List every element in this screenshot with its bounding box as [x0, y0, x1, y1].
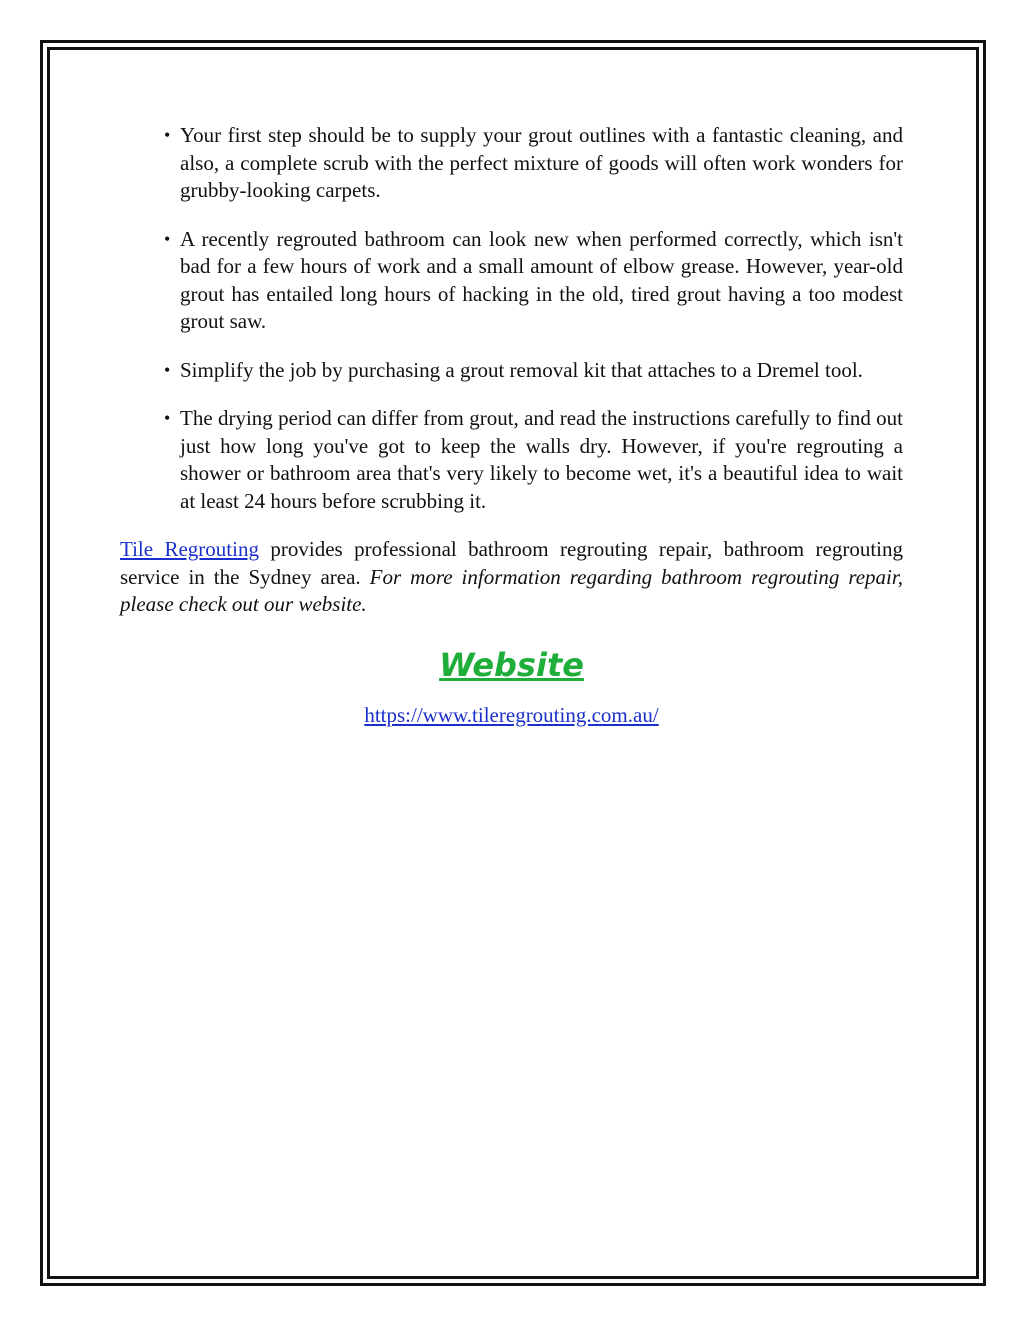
- bullet-icon: •: [164, 408, 171, 428]
- list-item: [120, 405, 903, 515]
- list-item: [120, 357, 903, 385]
- document-body: [120, 122, 903, 729]
- bullet-icon: •: [164, 228, 171, 249]
- list-item-text: The drying period can differ from grout, and read the instructions carefully to find out just how long you've got to keep the walls dry. However, if you're regrouting a shower or bathroom area that's very likely to become wet, it's a beautiful idea to wait at least 24 hours before scrubbing it.: [180, 406, 903, 513]
- bullet-list: [120, 122, 903, 515]
- closing-italic-text: For more information regarding bathroom regrouting repair, please check out our website.: [120, 564, 903, 616]
- list-item: [120, 226, 903, 336]
- closing-text: provides professional bathroom regrouting repair, bathroom regrouting service in the Sydney area.: [120, 537, 903, 589]
- tile-regrouting-link[interactable]: Tile Regrouting: [120, 537, 259, 561]
- website-url-line: [120, 702, 903, 730]
- bullet-icon: •: [164, 125, 171, 145]
- closing-paragraph: [120, 536, 903, 619]
- website-heading: Website: [439, 645, 584, 684]
- list-item-text: Simplify the job by purchasing a grout removal kit that attaches to a Dremel tool.: [180, 357, 863, 382]
- website-url-link[interactable]: https://www.tileregrouting.com.au/: [364, 702, 659, 727]
- bullet-icon: •: [164, 359, 171, 380]
- list-item-text: Your first step should be to supply your grout outlines with a fantastic cleaning, and also, a complete scrub with the perfect mixture of goods will often work wonders for grubby-looking carpets.: [180, 123, 903, 202]
- list-item-text: A recently regrouted bathroom can look new when performed correctly, which isn't bad for a few hours of work and a small amount of elbow grease. However, year-old grout has entailed long hours of hacking in the old, tired grout having a too modest grout saw.: [180, 226, 903, 333]
- list-item: [120, 122, 903, 205]
